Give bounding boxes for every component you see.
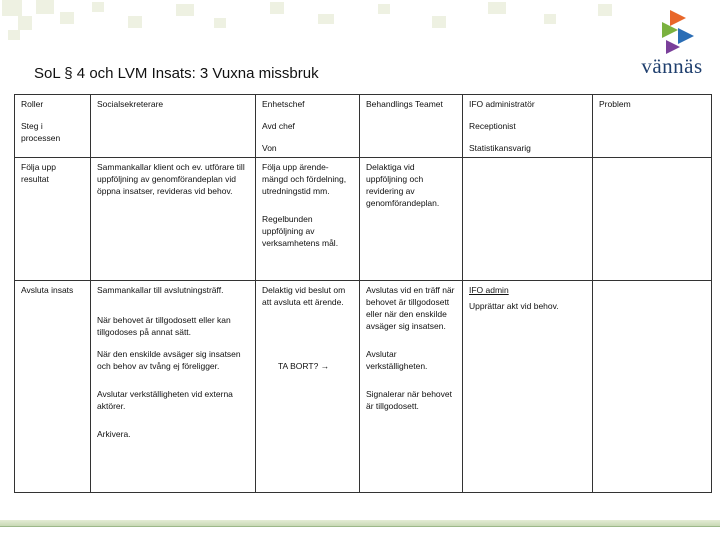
row1-ifo-cell [463,158,593,281]
header-problem: Problem [599,99,631,109]
row1-chef-cell [256,158,360,281]
row2-behandling-text-1: Avslutas vid en träff när behovet är tillgodosett eller när den enskilde avsäger sig insatsen. [366,285,455,331]
row-label-avsluta: Avsluta insats [21,285,74,295]
table-row-folja-upp [15,158,712,281]
row2-text-3: När den enskilde avsäger sig insatsen och behov av tvång ej föreligger. [97,349,241,371]
header-cell-socialsekreterare [91,95,256,158]
header-cell-roller [15,95,91,158]
table-row-avsluta [15,281,712,493]
row2-text-4: Avslutar verkställigheten vid externa aktörer. [97,389,233,411]
header-behandlingsteamet: Behandlings Teamet [366,99,443,109]
row1-chef-text-a: Följa upp ärende-mängd och fördelning, utredningstid mm. [262,162,347,196]
row2-text-2: När behovet är tillgodosett eller kan tillgodoses på annat sätt. [97,315,231,337]
row2-ifo-cell [463,281,593,493]
header-socialsekreterare: Socialsekreterare [97,99,164,109]
row1-problem-cell [593,158,712,281]
vannas-logo [632,8,712,78]
row1-behandling-text: Delaktiga vid uppföljning och revidering av genomförandeplan. [366,162,440,208]
header-cell-ifo [463,95,593,158]
row-label-cell [15,281,91,493]
logo-text: vännäs [641,54,703,78]
header-von: Von [262,143,277,153]
row2-socialsekreterare-cell [91,281,256,493]
header-cell-problem [593,95,712,158]
header-avd-chef: Avd chef [262,121,295,131]
row2-chef-cell [256,281,360,493]
row1-behandling-cell [360,158,463,281]
row2-chef-text-b-wrap [262,360,353,372]
header-cell-behandlingsteamet [360,95,463,158]
header-row [15,95,712,158]
page-title: SoL § 4 och LVM Insats: 3 Vuxna missbruk [34,65,319,82]
row2-behandling-text-2: Avslutar verkställigheten. [366,349,428,371]
header-steg: Steg i processen [21,121,61,143]
row2-text-5: Arkivera. [97,429,131,439]
header-statistikansvarig: Statistikansvarig [469,143,531,153]
row2-ifo-text: Upprättar akt vid behov. [469,301,559,311]
process-table [14,94,712,493]
row1-socialsekreterare-text: Sammankallar klient och ev. utförare till uppföljning av genomförandeplan vid öppna insatser, revideras vid behov. [97,162,245,196]
row1-socialsekreterare-cell [91,158,256,281]
arrow-right-icon: → [320,361,330,371]
row2-chef-text-b: TA BORT? [278,361,319,371]
header-enhetschef: Enhetschef [262,99,305,109]
row1-chef-text-b: Regelbunden uppföljning av verksamhetens mål. [262,214,339,248]
header-cell-chef [256,95,360,158]
row2-behandling-cell [360,281,463,493]
header-roller: Roller [21,99,44,109]
footer-line [0,526,720,527]
header-receptionist: Receptionist [469,121,516,131]
row-label-cell [15,158,91,281]
header-decoration [0,0,720,46]
header-ifo-admin: IFO administratör [469,99,535,109]
row2-chef-text-a: Delaktig vid beslut om att avsluta ett ärende. [262,285,346,307]
row2-behandling-text-3: Signalerar när behovet är tillgodosett. [366,389,453,411]
logo-mark-icon [632,8,712,54]
row2-ifo-link: IFO admin [469,285,509,295]
row2-text-1: Sammankallar till avslutningsträff. [97,285,224,295]
row-label-folja-upp: Följa upp resultat [21,162,56,184]
row2-problem-cell [593,281,712,493]
